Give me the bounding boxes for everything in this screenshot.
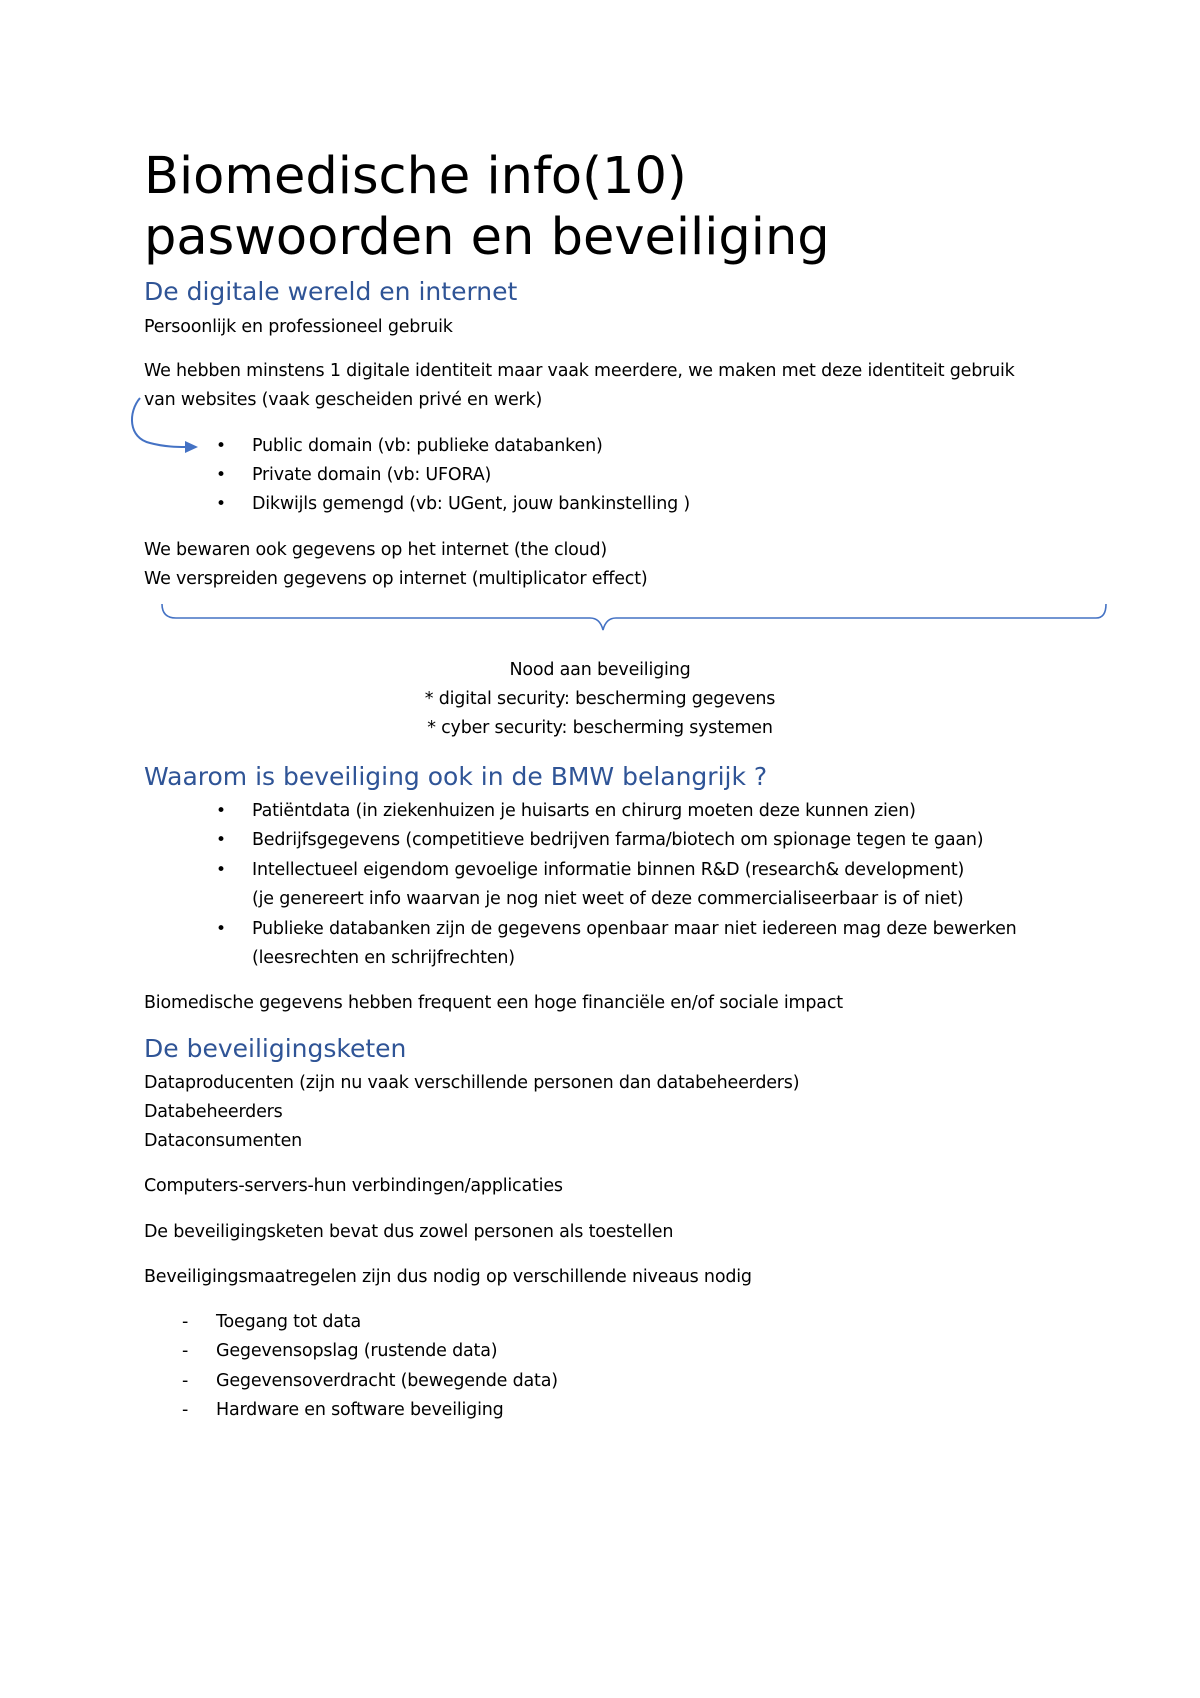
list-item-intellectueel-eigendom-cont: (je genereert info waarvan je nog niet weet of deze commercialiseerbaar is of niet) [252, 889, 964, 909]
list-item-gemengd: Dikwijls gemengd (vb: UGent, jouw bankinstelling ) [252, 494, 691, 514]
dash-icon: - [182, 1400, 189, 1420]
section3-paragraph-computers: Computers-servers-hun verbindingen/applicaties [144, 1176, 563, 1196]
bullet-dot-icon: • [216, 465, 226, 485]
list-item-private-domain: Private domain (vb: UFORA) [252, 465, 492, 485]
need-cyber-security: * cyber security: bescherming systemen [427, 718, 773, 738]
dash-item-opslag: Gegevensopslag (rustende data) [216, 1341, 498, 1361]
bullet-dot-icon: • [216, 830, 226, 850]
chain-line-dataproducenten: Dataproducenten (zijn nu vaak verschillende personen dan databeheerders) [144, 1073, 800, 1093]
dash-item-overdracht: Gegevensoverdracht (bewegende data) [216, 1371, 558, 1391]
document-title-line2: paswoorden en beveiliging [144, 208, 830, 267]
curved-arrow-icon [132, 398, 198, 453]
dash-icon: - [182, 1341, 189, 1361]
section3-paragraph-maatregelen: Beveiligingsmaatregelen zijn dus nodig op verschillende niveaus nodig [144, 1267, 752, 1287]
section-heading-waarom-beveiliging: Waarom is beveiliging ook in de BMW belangrijk ? [144, 762, 768, 791]
bullet-dot-icon: • [216, 436, 226, 456]
document-title-line1: Biomedische info(10) [144, 147, 687, 206]
bullet-dot-icon: • [216, 860, 226, 880]
dash-item-hardware-software: Hardware en software beveiliging [216, 1400, 504, 1420]
multiplicator-line: We verspreiden gegevens op internet (multiplicator effect) [144, 569, 648, 589]
need-digital-security: * digital security: bescherming gegevens [424, 689, 776, 709]
list-item-intellectueel-eigendom: Intellectueel eigendom gevoelige informatie binnen R&D (research& development) [252, 860, 965, 880]
dash-icon: - [182, 1312, 189, 1332]
list-item-patientdata: Patiëntdata (in ziekenhuizen je huisarts en chirurg moeten deze kunnen zien) [252, 801, 916, 821]
chain-line-databeheerders: Databeheerders [144, 1102, 283, 1122]
section3-paragraph-keten: De beveiligingsketen bevat dus zowel personen als toestellen [144, 1222, 674, 1242]
list-item-publieke-databanken-cont: (leesrechten en schrijfrechten) [252, 948, 515, 968]
section-heading-digitale-wereld: De digitale wereld en internet [144, 277, 518, 306]
cloud-line: We bewaren ook gegevens op het internet (the cloud) [144, 540, 608, 560]
bullet-dot-icon: • [216, 494, 226, 514]
section-heading-beveiligingsketen: De beveiligingsketen [144, 1034, 407, 1063]
need-security-title: Nood aan beveiliging [509, 660, 691, 680]
section1-paragraph-line1: We hebben minstens 1 digitale identiteit maar vaak meerdere, we maken met deze identiteit gebruik [144, 361, 1015, 381]
section1-paragraph-line2: van websites (vaak gescheiden privé en werk) [144, 390, 543, 410]
curly-brace-icon [162, 604, 1106, 630]
section2-closing: Biomedische gegevens hebben frequent een hoge financiële en/of sociale impact [144, 993, 843, 1013]
list-item-bedrijfsgegevens: Bedrijfsgegevens (competitieve bedrijven farma/biotech om spionage tegen te gaan) [252, 830, 984, 850]
section1-subtitle: Persoonlijk en professioneel gebruik [144, 317, 453, 337]
chain-line-dataconsumenten: Dataconsumenten [144, 1131, 303, 1151]
list-item-public-domain: Public domain (vb: publieke databanken) [252, 436, 603, 456]
bullet-dot-icon: • [216, 919, 226, 939]
dash-icon: - [182, 1371, 189, 1391]
list-item-publieke-databanken: Publieke databanken zijn de gegevens openbaar maar niet iedereen mag deze bewerken [252, 919, 1017, 939]
dash-item-toegang: Toegang tot data [216, 1312, 361, 1332]
bullet-dot-icon: • [216, 801, 226, 821]
